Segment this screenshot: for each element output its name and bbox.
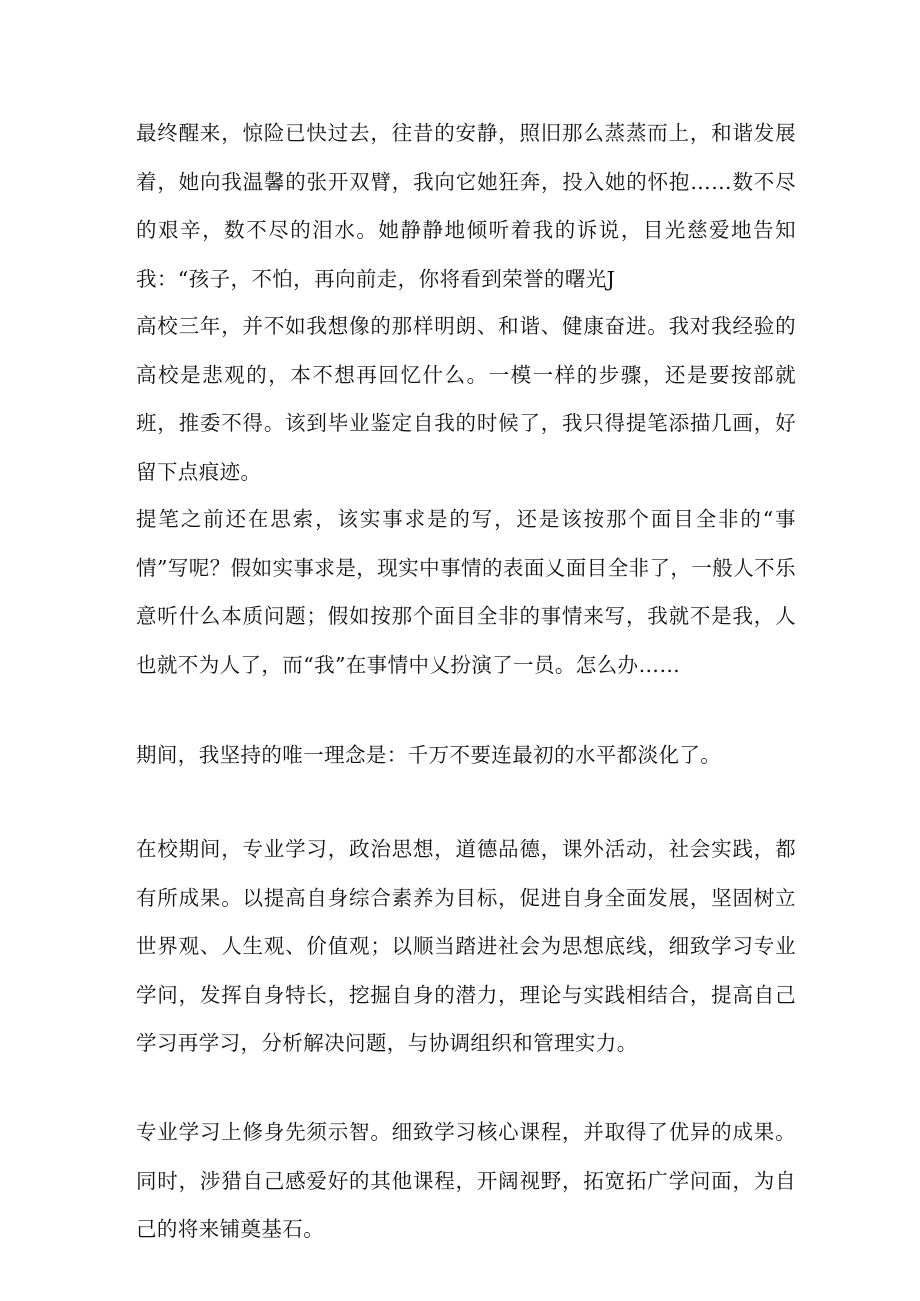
paragraph-professional-study: 专业学习上修身先须示智。细致学习核心课程，并取得了优异的成果。同时，涉猎自己感爱好的其他课程，开阔视野，拓宽拓广学问面，为自己的将来铺奠基石。 [136, 1120, 796, 1241]
paragraph-awakening: 最终醒来，惊险已快过去，往昔的安静，照旧那么蒸蒸而上，和谐发展着，她向我温馨的张开双臂，我向它她狂奔，投入她的怀抱……数不尽的艰辛，数不尽的泪水。她静静地倾听着我的诉说，目光慈爱地告知我：“孩子，不怕，再向前走，你将看到荣誉的曙光J [136, 121, 796, 291]
paragraph-achievements: 在校期间，专业学习，政治思想，道德品德，课外活动，社会实践，都有所成果。以提高自身综合素养为目标，促进自身全面发展，坚固树立世界观、人生观、价值观；以顺当踏进社会为思想底线，细致学习专业学问，发挥自身特长，挖掘自身的潜力，理论与实践相结合，提高自己学习再学习，分析解决问题，与协调组织和管理实力。 [136, 837, 796, 1055]
paragraph-college-years: 高校三年，并不如我想像的那样明朗、和谐、健康奋进。我对我经验的高校是悲观的，本不想再回忆什么。一模一样的步骤，还是要按部就班，推委不得。该到毕业鉴定自我的时候了，我只得提笔添描几画，好留下点痕迹。 [136, 314, 796, 484]
paragraph-core-belief: 期间，我坚持的唯一理念是：千万不要连最初的水平都淡化了。 [136, 743, 722, 767]
paragraph-writing-dilemma: 提笔之前还在思索，该实事求是的写，还是该按那个面目全非的“事情”写呢？假如实事求是，现实中事情的表面乂面目全非了，一般人不乐意听什么本质问题；假如按那个面目全非的事情来写，我就不是我，人也就不为人了，而“我”在事情中乂扮演了一员。怎么办…… [136, 507, 796, 677]
